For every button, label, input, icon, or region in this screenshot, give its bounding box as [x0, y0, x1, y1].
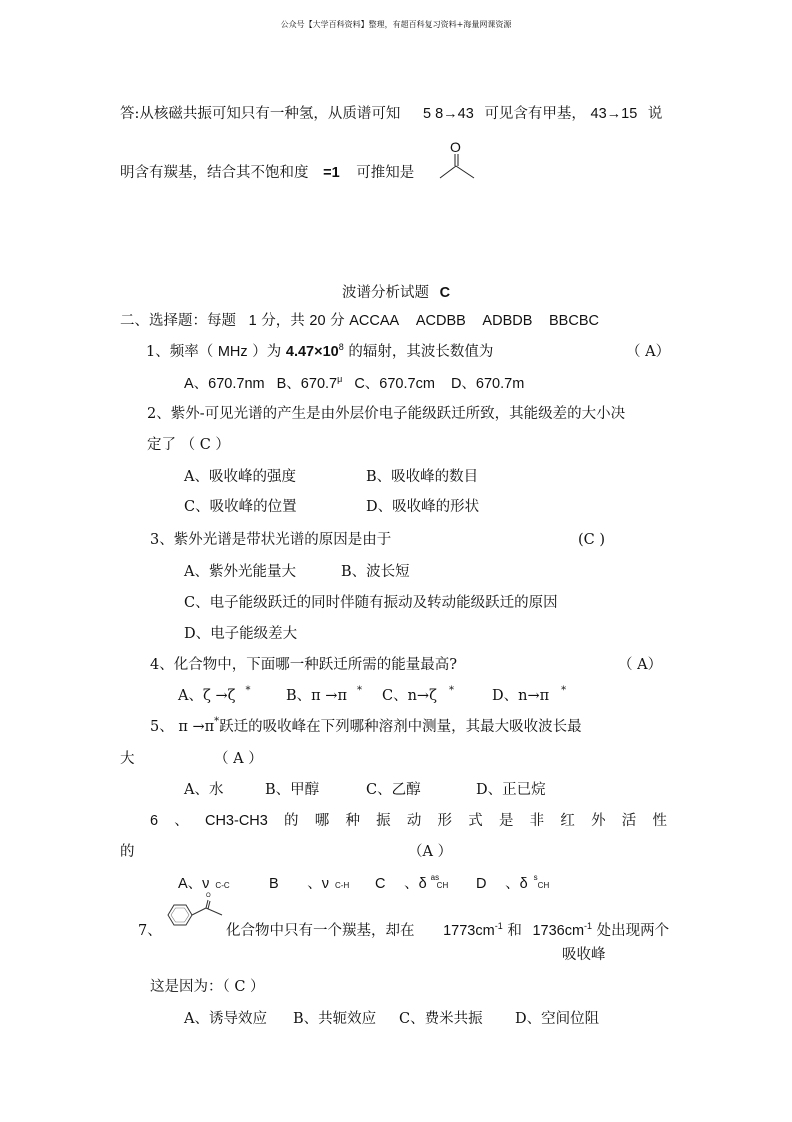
q4-option-b — [286, 687, 362, 705]
q6-part-8: 形 — [437, 813, 453, 829]
q1-num: 1、频率（ — [146, 344, 214, 360]
q5-answer: （ A ） — [214, 751, 263, 767]
q5-star: * — [214, 716, 220, 727]
q2-line-2: 定了 （ C ） — [147, 437, 230, 453]
section-score: 1 — [248, 313, 257, 329]
q6-part-10: 是 — [498, 813, 514, 829]
q7-wavenumber-2: 1736cm — [532, 923, 585, 939]
answer-text-1a: 答:从核磁共振可知只有一种氢，从质谱可知 — [120, 106, 401, 122]
q6-part-7: 动 — [406, 813, 422, 829]
q3-option-c: C、电子能级跃迁的同时伴随有振动及转动能级跃迁的原因 — [184, 595, 558, 611]
q7-option-c: C、费米共振 — [399, 1011, 483, 1027]
q5-option-d: D、正已烷 — [476, 782, 546, 798]
answer-text-2a: 明含有羰基，结合其不饱和度 — [120, 165, 309, 181]
q4-option-b-text: B、π →π — [286, 688, 347, 704]
answer-key-1: ACCAA — [349, 313, 400, 329]
q6-part-13: 外 — [591, 813, 606, 829]
q6-part-3: 的 — [284, 813, 299, 829]
answer-key-2: ACDBB — [415, 313, 466, 329]
q6-option-a-sub: C-C — [215, 881, 230, 890]
q6-line-1 — [150, 812, 667, 830]
q6-part-1: 、 — [174, 813, 189, 829]
q2-option-b: B、吸收峰的数目 — [366, 469, 479, 485]
acetone-structure — [436, 150, 480, 182]
q1-mid: ）为 — [252, 344, 282, 360]
q5-option-c: C、乙醇 — [366, 782, 421, 798]
q7-line-2: 吸收峰 — [562, 947, 606, 963]
q1-unit: MHz — [217, 344, 248, 360]
q5-option-b: B、甲醇 — [265, 782, 320, 798]
q6-line-2: 的 — [120, 844, 135, 860]
q4-option-a — [178, 687, 250, 705]
q5-transition: 5、 π →π — [150, 719, 215, 735]
q7-o-label: O — [206, 893, 211, 899]
question-1 — [146, 343, 493, 361]
q4-option-b-star: * — [356, 685, 362, 696]
q7-option-d: D、空间位阻 — [515, 1011, 600, 1027]
q6-option-c-text: 、δ — [404, 876, 427, 892]
q6-option-c-sup: as — [430, 873, 440, 882]
q7-num: 7、 — [138, 923, 162, 939]
q7-option-a: A、诱导效应 — [184, 1011, 267, 1027]
q4-option-a-star: * — [245, 685, 251, 696]
acetophenone-structure — [160, 898, 230, 932]
answer-text-1c: 可见含有甲基， — [484, 106, 586, 122]
q1-exp: 8 — [338, 342, 344, 352]
q5-text: 跃迁的吸收峰在下列哪种溶剂中测量，其最大吸收波长最 — [219, 719, 582, 735]
page-header: 公众号【大学百科资料】整理，有超百科复习资料+海量网课资源 — [280, 20, 512, 29]
q7-line-3: 这是因为：（ C ） — [150, 979, 265, 995]
q7-tail: 处出现两个 — [596, 923, 670, 939]
q6-option-b-text: 、ν — [307, 876, 330, 892]
q5-option-a: A、水 — [184, 782, 224, 798]
q6-option-b-sub: C-H — [335, 881, 350, 890]
q1-options — [184, 375, 524, 393]
acetone-o-label: O — [450, 139, 461, 155]
q1-option-b-mu: μ — [337, 374, 343, 384]
answer-unsat: =1 — [323, 165, 340, 181]
answer-key-3: ADBDB — [482, 313, 533, 329]
q1-option-c: C、670.7cm — [354, 376, 435, 392]
q7-line-1 — [226, 922, 669, 940]
q6-part-11: 非 — [529, 813, 545, 829]
q2-option-c: C、吸收峰的位置 — [184, 499, 297, 515]
q1-tail: 的辐射，其波长数值为 — [348, 344, 494, 360]
q2-option-a: A、吸收峰的强度 — [184, 469, 296, 485]
q1-answer: （ A） — [626, 344, 671, 360]
q7-wavenumber-2-exp: -1 — [584, 921, 593, 931]
q6-part-9: 式 — [468, 813, 483, 829]
section-label: 二、选择题：每题 — [120, 313, 236, 329]
exam-title-text: 波谱分析试题 — [341, 285, 429, 301]
q3-option-b: B、波长短 — [341, 564, 410, 580]
q6-option-d-sub: CH — [537, 881, 550, 890]
q7-wavenumber-1-exp: -1 — [494, 921, 503, 931]
section-total: 20 — [309, 313, 326, 329]
q6-option-c — [375, 875, 448, 895]
q6-part-12: 红 — [560, 813, 575, 829]
answer-text-2c: 可推知是 — [356, 165, 415, 181]
q6-option-a-text: A、ν — [178, 876, 210, 892]
q4-text: 4、化合物中，下面哪一种跃迁所需的能量最高? — [150, 657, 457, 673]
q3-option-d: D、电子能级差大 — [184, 626, 298, 642]
q6-option-a — [178, 875, 230, 895]
exam-title — [0, 281, 792, 302]
q6-option-d-text: 、δ — [505, 876, 528, 892]
q6-option-d-letter: D — [476, 876, 487, 892]
q2-line-1: 2、紫外-可见光谱的产生是由外层价电子能级跃迁所致，其能级差的大小决 — [147, 406, 626, 422]
answer-line-1 — [120, 105, 662, 123]
q1-option-b: B、670.7 — [276, 376, 338, 392]
q1-option-d: D、670.7m — [450, 376, 525, 392]
answer-mass-2: 43→15 — [590, 106, 638, 122]
q4-option-c-text: C、n→ζ — [382, 688, 437, 704]
q4-answer: （ A） — [618, 657, 663, 673]
q7-text: 化合物中只有一个羰基，却在 — [226, 923, 415, 939]
q4-option-c-star: * — [448, 685, 454, 696]
section-heading — [120, 312, 599, 330]
q4-option-a-text: A、ζ →ζ — [178, 688, 236, 704]
answer-key-4: BBCBC — [549, 313, 599, 329]
q6-part-0: 6 — [150, 813, 159, 829]
q4-option-d-text: D、n→π — [492, 688, 550, 704]
q5-line-1 — [150, 718, 582, 736]
q1-value: 4.47×10 — [285, 344, 339, 360]
answer-mass-1: 5 8→43 — [423, 106, 474, 122]
q7-wavenumber-1: 1773cm — [443, 923, 495, 939]
section-unit2: 分 — [330, 313, 345, 329]
q6-option-b — [269, 875, 349, 895]
q6-option-d-sup: s — [533, 873, 538, 882]
q4-option-c — [382, 687, 454, 705]
q6-part-14: 活 — [621, 813, 637, 829]
q7-and: 和 — [507, 923, 522, 939]
q6-part-4: 哪 — [314, 813, 330, 829]
q4-option-d — [492, 687, 566, 705]
q5-line-2: 大 — [120, 751, 135, 767]
q2-option-d: D、吸收峰的形状 — [366, 499, 480, 515]
q6-option-d — [476, 875, 549, 895]
answer-line-2 — [120, 164, 414, 182]
q6-part-15: 性 — [652, 813, 667, 829]
q6-part-5: 种 — [345, 813, 360, 829]
q6-answer: （A ） — [408, 844, 453, 860]
section-unit: 分，共 — [261, 313, 305, 329]
q6-option-c-sub: CH — [436, 881, 449, 890]
q3-answer: (C ) — [578, 532, 606, 548]
q4-option-d-star: * — [561, 685, 567, 696]
answer-text-1e: 说 — [647, 106, 663, 122]
q7-option-b: B、共轭效应 — [293, 1011, 377, 1027]
q3-text: 3、紫外光谱是带状光谱的原因是由于 — [150, 532, 392, 548]
q6-option-b-letter: B — [269, 876, 279, 892]
q1-option-a: A、670.7nm — [184, 376, 265, 392]
q6-formula: CH3-CH3 — [204, 813, 268, 829]
exam-title-letter: C — [439, 285, 451, 301]
q3-option-a: A、紫外光能量大 — [184, 564, 296, 580]
q6-option-c-letter: C — [375, 876, 386, 892]
q6-part-6: 振 — [376, 813, 391, 829]
